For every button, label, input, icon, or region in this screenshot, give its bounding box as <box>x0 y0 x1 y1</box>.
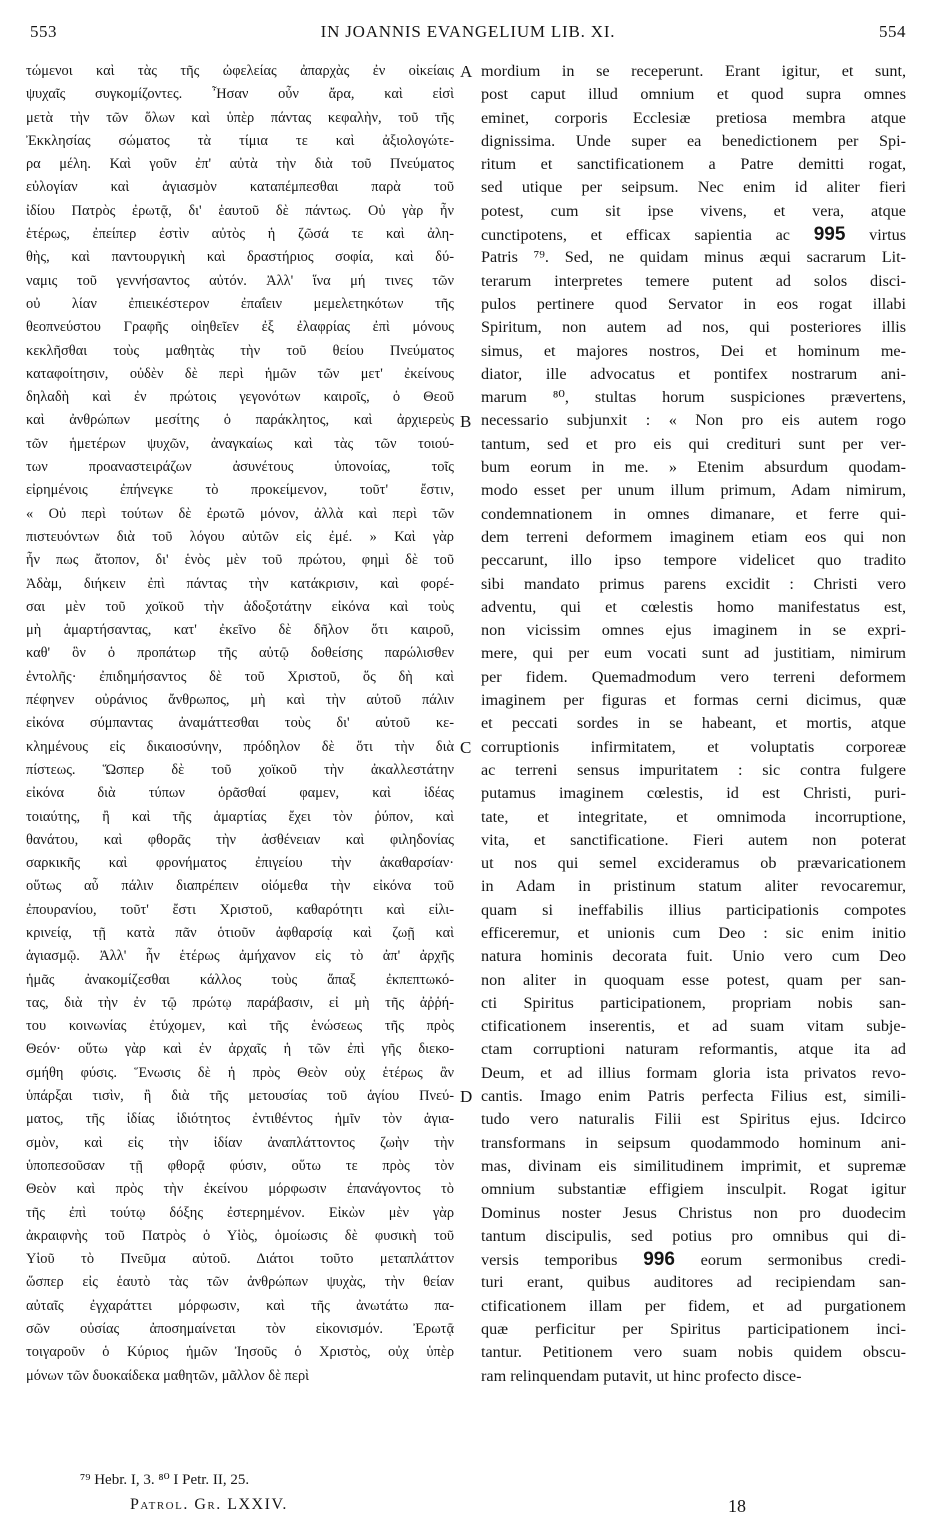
greek-text-line: Ἐκκλησίας σώματος τὰ τίμια τε καὶ ἀξιολογώτε- <box>26 132 454 149</box>
latin-text-line: potest, cum sit ipse vivens, et vera, atque <box>481 201 906 220</box>
footnotes: ⁷⁹ Hebr. I, 3. ⁸⁰ I Petr. II, 25. <box>80 1472 250 1488</box>
greek-text-line: σαρκικῆς καὶ φρονήματος ἐπιγείου τὴν ἀκαθαρσίαν· <box>26 855 454 872</box>
latin-text-line: pulos pertinere quod Servator in eos rogat illabi <box>481 294 906 313</box>
latin-text-line: dem terreni deformem imaginem etiam eos qui non <box>481 527 906 546</box>
greek-text-line: ψυχαῖς συγκομίζοντες. Ἦσαν οὖν ἄρα, καὶ εἰσὶ <box>26 86 454 103</box>
greek-text-line: θὴς, καὶ παντουργικὴ καὶ δραστήριος σοφία, καὶ δύ- <box>26 249 454 266</box>
latin-text-line: simus, et majores nostros, Dei et hominum me- <box>481 341 906 360</box>
latin-text-line: diator, ille advocatus et pontifex nostrarum ani- <box>481 364 906 383</box>
latin-text-line: imaginem per figuras et formas cerni dicimus, quæ <box>481 691 906 710</box>
latin-text-line: adventu, qui et cœlestis homo manifestatus est, <box>481 597 906 616</box>
greek-text-line: τῶν ἡμετέρων ψυχῶν, ἀναγκαίως καὶ τὰς τῶν τοιού- <box>26 435 454 452</box>
latin-text-line: sed utique per seipsum. Nec enim id aliter fieri <box>481 178 906 197</box>
latin-text-line: mordium in se receperunt. Erant igitur, et sunt, <box>481 62 906 80</box>
latin-text-line: quæ perficitur per Spiritus participationem inci- <box>481 1320 906 1339</box>
greek-text-line: σῶν οὐσίας ἀποσημαίνεται τὸν εἰκονισμόν. Ἐρωτᾷ <box>26 1321 454 1338</box>
latin-text-line: Patris ⁷⁹. Sed, ne quidam minus æqui sacrarum Lit- <box>481 248 906 267</box>
latin-text-line: natura hominis decorata fuit. Unio vero cum Deo <box>481 947 906 966</box>
margin-letter: A <box>460 62 473 81</box>
greek-text-line: καταφοίτησιν, οὐδὲν δὲ περὶ ἡμῶν τῶν μετ' ἐκείνους <box>26 365 454 382</box>
greek-text-line: ἡμᾶς ἀνακομίζεσθαι κάλλος τοὺς ἅπαξ ἐκπεπτωκό- <box>26 971 454 988</box>
page-number-right: 554 <box>879 22 906 41</box>
latin-text-line: mere, qui per eum vocati sunt ad justitiam, nimirum <box>481 644 906 663</box>
latin-text-line: ac terreni sensus impuritatem : sic contra fulgere <box>481 760 906 779</box>
latin-text-line: cunctipotens, et efficax sapientia ac 995 virtus <box>481 224 906 246</box>
latin-text-line: tudo vero naturalis Filii est Spiritus ejus. Idcirco <box>481 1110 906 1129</box>
greek-text-line: εἰκόνα διὰ τύπων ὁρᾶσθαί φαμεν, καὶ ἰδέας <box>26 785 454 802</box>
latin-text-line: in Adam in pristinum statum aliter revocaremur, <box>481 877 906 896</box>
greek-text-line: Θεὸν καὶ πρὸς τὴν ἐκείνου μόρφωσιν ἐπανάγοντος τὸ <box>26 1181 454 1198</box>
latin-text-line: ram relinquendam putavit, ut hinc profecto disce- <box>481 1366 802 1385</box>
greek-text-line: εἰκόνα σύμπαντας ἀναμάττεσθαι τοὺς δι' αὐτοῦ κε- <box>26 715 454 732</box>
margin-letter: D <box>460 1087 473 1107</box>
greek-text-line: τοιαύτης, ἢ καὶ τῆς ἁμαρτίας ἔχει τὸν ῥύπον, καὶ <box>26 808 454 825</box>
latin-text-line: marum ⁸⁰, stultas horum suspiciones prævertens, <box>481 388 906 407</box>
greek-column <box>26 60 454 1388</box>
sheet-number: 18 <box>728 1496 746 1516</box>
latin-text-line: per fidem. Quemadmodum vero terreni deformem <box>481 667 906 686</box>
latin-text-line: condemnationem in omnes dimanare, et ferre qui- <box>481 504 906 523</box>
greek-text-line: σμὸν, καὶ εἰς τὴν ἰδίαν ἀναπλάττοντος ζωὴν τὴν <box>26 1134 454 1151</box>
latin-text-line: tate, et integritate, et omnimoda incorruptione, <box>481 807 906 826</box>
margin-letter: C <box>460 737 472 757</box>
latin-column <box>481 60 906 1388</box>
greek-text-line: εὐλογίαν καὶ ἁγιασμὸν καταπέμπεσθαι παρὰ τοῦ <box>26 179 454 196</box>
greek-text-line: ὑπάρξαι τισὶν, ἢ διὰ τῆς μετουσίας τοῦ ἁγίου Πνεύ- <box>26 1088 454 1105</box>
latin-text-line: tantum, sed et pro eis qui credituri sunt per ver- <box>481 434 906 453</box>
latin-text-line: peccarunt, illo ipso tempore videlicet quo tradito <box>481 551 906 570</box>
running-header <box>30 22 906 52</box>
greek-text-line: καὶ ἀνθρώπων μεσίτης ὁ παράκλητος, καὶ ἀρχιερεὺς <box>26 412 454 429</box>
latin-text-line: cti Spiritus participationem, propriam nobis san- <box>481 993 906 1012</box>
greek-text-line: « Οὐ περὶ τούτων δὲ ἐρωτῶ μόνον, ἀλλὰ καὶ περὶ τῶν <box>26 505 454 522</box>
greek-text-line: Θεόν· οὕτω γὰρ καὶ ἐν ἀρχαῖς ἡ τῶν ἐπὶ γῆς διεκο- <box>26 1041 454 1058</box>
greek-text-line: αὐταῖς ἐγχαράττει μόρφωσιν, καὶ τῆς ἀνωτάτω πα- <box>26 1297 454 1314</box>
latin-text-line: ctificationem inserentis, et ad suam vitam subje- <box>481 1017 906 1036</box>
latin-text-line: quam si ineffabilis illius participationis compotes <box>481 900 906 919</box>
latin-text-line: tantum discipulis, sed potius pro omnibus qui di- <box>481 1226 906 1245</box>
greek-text-line: ἐπουρανίου, τοῦτ' ἔστι Χριστοῦ, καθαρότητι καὶ εἰλι- <box>26 901 454 918</box>
page-number-left: 553 <box>30 22 57 41</box>
greek-text-line: μόνων τῶν δυοκαίδεκα μαθητῶν, μᾶλλον δὲ περὶ <box>26 1367 309 1384</box>
greek-text-line: σαι μὲν τοῦ χοϊκοῦ τὴν ἀδοξοτάτην εἰκόνα καὶ τοὺς <box>26 598 454 615</box>
greek-text-line: μὴ ἁμαρτήσαντας, κατ' ἐκεῖνο δὲ δῆλον ὅτι καιροῦ, <box>26 622 454 639</box>
greek-text-line: οὕτως αὖ πάλιν διαπρέπειν οἰόμεθα τὴν εἰκόνα τοῦ <box>26 878 454 895</box>
greek-text-line: του κοινωνίας ἐτύχομεν, καὶ τῆς ἑνώσεως τῆς πρὸς <box>26 1018 454 1035</box>
greek-text-line: ἑτέρως, ἐπείπερ ἐστὶν αὐτὸς ἡ ζῶσά τε καὶ ἀλη- <box>26 226 454 243</box>
greek-text-line: τῆς ἐπὶ τούτῳ δόξης ἐστερημένον. Εἰκὼν μὲν γὰρ <box>26 1204 454 1221</box>
latin-text-line: ctam corruptioni naturam reformantis, atque ita ad <box>481 1040 906 1059</box>
latin-text-line: Deum, et ad illius formam gloria ista privatos revo- <box>481 1063 906 1082</box>
greek-text-line: σμήθη φύσις. Ἕνωσις δὲ ἡ πρὸς Θεὸν οὐχ ἑτέρως ἂν <box>26 1064 454 1081</box>
latin-text-line: dignissima. Unde super ea benedictionem per Spi- <box>481 131 906 150</box>
latin-text-line: cantis. Imago enim Patris perfecta Filius est, simili- <box>481 1087 906 1106</box>
greek-text-line: ναμις τοῦ γεννήσαντος αὐτόν. Ἀλλ' ἵνα μή τινες τῶν <box>26 272 454 289</box>
running-title: IN JOANNIS EVANGELIUM LIB. XI. <box>320 22 616 41</box>
greek-text-line: μετὰ τὴν τῶν ὅλων καὶ ὑπὲρ πάντας κεφαλὴν, τοῦ τῆς <box>26 109 454 126</box>
greek-text-line: δηλαδὴ καὶ ἐν πρώτοις γεγονότων καιροῖς, ὁ Θεοῦ <box>26 389 454 406</box>
latin-text-line: ut nos qui semel excideramus ob prævaricationem <box>481 854 906 873</box>
greek-text-line: οὐ λίαν ἐπιεικέστερον ἐπαΐειν μεμελετηκότων τῆς <box>26 295 454 312</box>
greek-text-line: των προαναστειράζων ἀσυνέτους ὑπονοίας, τοῖς <box>26 459 454 476</box>
latin-text-line: ctificationem illam per fidem, et ad purgationem <box>481 1296 906 1315</box>
greek-text-line: κλημένους εἰς δικαιοσύνην, πρόδηλον δὲ ὅτι τὴν διὰ <box>26 738 454 755</box>
greek-text-line: ὥσπερ εἰς ἑαυτὸ τὰς τῶν ἀνθρώπων ψυχὰς, τὴν θείαν <box>26 1274 454 1291</box>
latin-text-line: terarum interpretes temere putent ad solos disci- <box>481 271 906 290</box>
greek-text-line: πέφηνεν οὐράνιος ἄνθρωπος, μὴ καὶ τὴν αὐτοῦ πάλιν <box>26 692 454 709</box>
greek-text-line: Υἱοῦ τὸ Πνεῦμα αὐτοῦ. Διάτοι τοῦτο μεταπλάττον <box>26 1251 454 1268</box>
greek-text-line: ἦν πως ἄτοπον, δι' ἑνὸς μὲν τοῦ πρώτου, φημὶ δὲ τοῦ <box>26 552 454 569</box>
greek-text-line: ἀκραιφνὴς τοῦ Πατρὸς ὁ Υἱὸς, ὁμοίωσις δὲ φυσικὴ τοῦ <box>26 1227 454 1244</box>
latin-text-line: bum eorum in me. » Etenim absurdum quodam- <box>481 458 906 477</box>
column-number: 995 <box>813 224 846 246</box>
latin-text-line: et peccati sordes in se habeant, et mortis, atque <box>481 714 906 733</box>
latin-text-line: Spiritum, non autem ad nos, qui posteriores illis <box>481 318 906 337</box>
greek-text-line: κρινείᾳ, τῇ κατὰ πᾶν ὁτιοῦν ἀφθαρσίᾳ καὶ ζωῇ καὶ <box>26 924 454 941</box>
column-number: 996 <box>643 1249 675 1271</box>
latin-text-line: mas, divinam eis similitudinem imprimit, et supremæ <box>481 1156 906 1175</box>
latin-text-line: corruptionis infirmitatem, et voluptatis corporeæ <box>481 737 906 756</box>
latin-text-line: sibi mandato primus parens excidit : Christi vero <box>481 574 906 593</box>
latin-text-line: modo esset per unum illum primum, Adam nimirum, <box>481 481 906 500</box>
latin-text-line: vita, et sanctificatione. Fieri autem non poterat <box>481 830 906 849</box>
latin-text-line: efficeremur, et unionis cum Deo : sic enim initio <box>481 923 906 942</box>
greek-text-line: ἁγιασμῷ. Ἀλλ' ἦν ἑτέρως ἀμήχανον εἰς τὸ ἀπ' ἀρχῆς <box>26 948 454 965</box>
latin-text-line: non vicissim omnes ejus imaginem in se expri- <box>481 621 906 640</box>
greek-text-line: καθ' ὃν ὁ προπάτωρ τῆς αὐτῷ δοθείσης παρώλισθεν <box>26 645 454 662</box>
latin-text-line: transformans in seipsum quodammodo hominum ani- <box>481 1133 906 1152</box>
greek-text-line: ματος, τῆς ἰδίας ἰδιότητος ἐντιθέντος ἡμῖν τὸν ἁγια- <box>26 1111 454 1128</box>
greek-text-line: ὑποπεσοῦσαν τῇ φθορᾷ φύσιν, οὕτω τε πρὸς τὸν <box>26 1157 454 1174</box>
latin-text-line: putamus imaginem cœlestis, id est Christi, puri- <box>481 784 906 803</box>
greek-text-line: θανάτου, καὶ φθορᾶς τὴν ἀσθένειαν καὶ φιληδονίας <box>26 831 454 848</box>
latin-text-line: Dominus noster Jesus Christus non pro duodecim <box>481 1203 906 1222</box>
latin-text-line: necessario subjunxit : « Non pro eis autem rogo <box>481 411 906 430</box>
latin-text-line: tantur. Petitionem vero suam nobis quidem obscu- <box>481 1343 906 1362</box>
greek-text-line: ρα μέλη. Καὶ γοῦν ἐπ' αὐτὰ τὴν διὰ τοῦ Πνεύματος <box>26 156 454 173</box>
greek-text-line: κεκλῆσθαι τοὺς μαθητὰς τὴν τοῦ θείου Πνεύματος <box>26 342 454 359</box>
margin-letter: B <box>460 411 472 431</box>
greek-text-line: ἐντολῆς· ἐπιδημήσαντος δὲ τοῦ Χριστοῦ, ὅς δὴ καὶ <box>26 668 454 685</box>
latin-text-line: non aliter in quoquam esse potest, quam per san- <box>481 970 906 989</box>
latin-text-line: eminet, corporis Ecclesiæ pretiosa membra atque <box>481 108 906 127</box>
greek-text-line: τοιγαροῦν ὁ Κύριος ἡμῶν Ἰησοῦς ὁ Χριστὸς, οὐχ ὑπὲρ <box>26 1344 454 1361</box>
latin-text-line: ritum et sanctificationem a Patre demitti rogat, <box>481 155 906 174</box>
latin-text-line: turi erant, quibus auditores ad recipiendam san- <box>481 1273 906 1292</box>
signature-mark: Patrol. Gr. LXXIV. <box>130 1496 288 1513</box>
greek-text-line: θεοπνεύστου Γραφῆς οἰηθεῖεν ἐξ ἐλαφρίας ἐπὶ μόνους <box>26 319 454 336</box>
greek-text-line: τας, διὰ τὴν ἐν τῷ πρώτῳ παράβασιν, εἰ μὴ τῆς ἀῤῥή- <box>26 994 454 1011</box>
latin-text-line: omnium substantiæ effigiem insculpit. Rogat igitur <box>481 1180 906 1199</box>
greek-text-line: Ἀδὰμ, διήκειν ἐπὶ πάντας τὴν κατάκρισιν, καὶ φορέ- <box>26 575 454 592</box>
greek-text-line: ἰδίου Πατρὸς ἐρωτᾷ, δι' ἑαυτοῦ δὲ πάντως. Οὐ γὰρ ἦν <box>26 202 454 219</box>
greek-text-line: τώμενοι καὶ τὰς τῆς ὠφελείας ἀπαρχὰς ἐν οἰκείαις <box>26 63 454 79</box>
latin-text-line: post caput illud omnium et quod supra omnes <box>481 85 906 104</box>
greek-text-line: πιστευόντων διὰ τοῦ λόγου αὐτῶν εἰς ἐμέ. » Καὶ γὰρ <box>26 528 454 545</box>
greek-text-line: εἰρημένοις ἐπήνεγκε τὸ προκείμενον, τοῦτ' ἔστιν, <box>26 482 454 499</box>
latin-text-line: versis temporibus 996 eorum sermonibus credi- <box>481 1249 906 1271</box>
greek-text-line: πίστεως. Ὥσπερ δὲ τοῦ χοϊκοῦ τὴν ἀκαλλεστάτην <box>26 761 454 778</box>
